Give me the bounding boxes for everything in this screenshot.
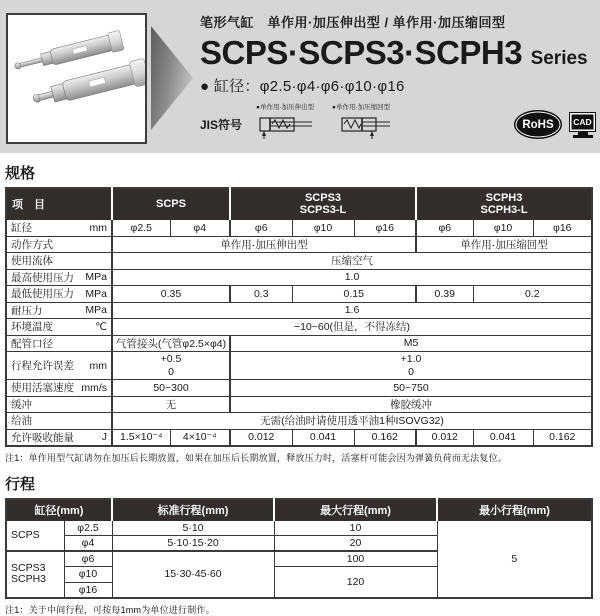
table-row bbox=[6, 302, 592, 319]
std-stroke-cell: 5·10·15·20 bbox=[112, 536, 274, 552]
series-label bbox=[6, 551, 64, 598]
bore-cell: φ6 bbox=[64, 551, 112, 567]
spec-cell: 4×10⁻⁴ bbox=[170, 429, 230, 446]
spec-cell: 50~300 bbox=[112, 380, 230, 397]
spec-cell: φ10 bbox=[473, 220, 533, 237]
stroke-header-max: 最大行程(mm) bbox=[274, 499, 437, 521]
series-line2: SCPH3 bbox=[11, 573, 47, 586]
table-row bbox=[6, 429, 592, 446]
right-arrow-decoration bbox=[151, 26, 193, 130]
spec-cell: 无需(给油时请使用透平油1种ISOVG32) bbox=[112, 413, 592, 430]
max-stroke-cell: 10 bbox=[274, 520, 437, 536]
spec-cell: φ10 bbox=[292, 220, 354, 237]
table-row bbox=[6, 396, 592, 413]
spec-cell: 0.012 bbox=[416, 429, 473, 446]
table-row bbox=[6, 269, 592, 286]
spec-cell: 无 bbox=[112, 396, 230, 413]
row-label: 允许吸收能量 J bbox=[6, 429, 112, 446]
rohs-badge: RoHS bbox=[514, 110, 562, 139]
row-label: 缓冲 bbox=[6, 396, 112, 413]
row-label: 动作方式 bbox=[6, 236, 112, 253]
cad-monitor-base bbox=[573, 135, 593, 138]
stroke-header-std: 标准行程(mm) bbox=[112, 499, 274, 521]
row-label: 行程允许误差 mm bbox=[6, 352, 112, 380]
spec-section-title: 规格 bbox=[5, 165, 36, 182]
group-label bbox=[233, 192, 413, 217]
row-label: 最低使用压力 MPa bbox=[6, 286, 112, 303]
max-stroke-cell: 100 bbox=[274, 551, 437, 567]
jis-symbol-pull-label: ●单作用·加压缩回型 bbox=[332, 104, 391, 111]
row-label: 给油 bbox=[6, 413, 112, 430]
spec-cell: 气管接头(气管φ2.5×φ4) bbox=[112, 335, 230, 352]
jis-pull-schematic-icon bbox=[332, 112, 394, 142]
group-line2: SCPH3-L bbox=[480, 204, 528, 216]
spec-cell: 1.6 bbox=[112, 302, 592, 319]
spec-cell: 0.3 bbox=[230, 286, 292, 303]
spec-note: 注1：单作用型气缸请勿在加压后长期放置，如果在加压后长期放置，释放压力时，活塞杆可能会因为弹簧负荷而无法复位。 bbox=[5, 452, 508, 463]
stroke-note: 注1：关于中间行程，可按每1mm为单位进行制作。 bbox=[5, 604, 215, 615]
group-line2: SCPS3-L bbox=[299, 204, 347, 216]
jis-symbol-push bbox=[256, 104, 318, 147]
table-row bbox=[6, 413, 592, 430]
spec-group-scps3 bbox=[230, 188, 416, 220]
spec-cell: 0.15 bbox=[292, 286, 416, 303]
spec-cell: 压缩空气 bbox=[112, 253, 592, 270]
table-row bbox=[6, 520, 592, 536]
row-label: 使用活塞速度 mm/s bbox=[6, 380, 112, 397]
row-label: 最高使用压力 MPa bbox=[6, 269, 112, 286]
min-stroke-cell: 5 bbox=[437, 520, 592, 598]
bore-cell: φ4 bbox=[64, 536, 112, 552]
row-label: 配管口径 bbox=[6, 335, 112, 352]
spec-cell: 橡胶缓冲 bbox=[230, 396, 592, 413]
max-stroke-cell: 20 bbox=[274, 536, 437, 552]
stroke-header-bore: 缸径(mm) bbox=[6, 499, 112, 521]
jis-label: JIS符号 bbox=[200, 118, 243, 132]
spec-cell: 0.39 bbox=[416, 286, 473, 303]
spec-group-scps bbox=[112, 188, 230, 220]
spec-cell: φ6 bbox=[416, 220, 473, 237]
spec-cell: −10~60(但是，不得冻结) bbox=[112, 319, 592, 336]
stroke-header-min: 最小行程(mm) bbox=[437, 499, 592, 521]
spec-cell: 0.041 bbox=[473, 429, 533, 446]
spec-cell: M5 bbox=[230, 335, 592, 352]
cad-badge bbox=[569, 112, 596, 138]
series-title-suffix: Series bbox=[530, 48, 588, 69]
row-label: 耐压力 MPa bbox=[6, 302, 112, 319]
jis-symbol-pull bbox=[332, 104, 394, 147]
bore-size-line: ● 缸径：φ2.5·φ4·φ6·φ10·φ16 bbox=[200, 78, 405, 95]
table-row bbox=[6, 380, 592, 397]
table-row bbox=[6, 352, 592, 380]
spec-cell: 50~750 bbox=[230, 380, 592, 397]
spec-cell: φ16 bbox=[533, 220, 592, 237]
max-stroke-cell: 120 bbox=[274, 567, 437, 598]
product-subtitle: 笔形气缸 单作用·加压伸出型 / 单作用·加压缩回型 bbox=[200, 15, 506, 30]
spec-cell: φ4 bbox=[170, 220, 230, 237]
spec-cell: 单作用·加压伸出型 bbox=[112, 236, 416, 253]
spec-cell: 0.012 bbox=[230, 429, 292, 446]
row-label: 缸径 mm bbox=[6, 220, 112, 237]
std-stroke-cell: 15·30·45·60 bbox=[112, 551, 274, 598]
series-line1: SCPS3 bbox=[11, 562, 46, 575]
spec-header-row bbox=[6, 188, 592, 220]
pen-cylinder-illustration bbox=[8, 15, 145, 142]
cad-monitor-icon: CAD bbox=[569, 112, 596, 132]
row-label: 环境温度 ℃ bbox=[6, 319, 112, 336]
header-band bbox=[0, 0, 600, 153]
stroke-table bbox=[5, 498, 593, 599]
spec-group-scph3 bbox=[416, 188, 592, 220]
std-stroke-cell: 5·10 bbox=[112, 520, 274, 536]
table-row bbox=[6, 236, 592, 253]
spec-cell: +1.0 0 bbox=[230, 352, 592, 380]
stroke-header-row bbox=[6, 499, 592, 521]
spec-cell: φ6 bbox=[230, 220, 292, 237]
spec-cell: 0.35 bbox=[112, 286, 230, 303]
spec-cell: 0.2 bbox=[473, 286, 592, 303]
spec-cell: 1.0 bbox=[112, 269, 592, 286]
series-title-main: SCPS·SCPS3·SCPH3 bbox=[200, 34, 523, 71]
spec-cell: φ16 bbox=[354, 220, 416, 237]
series-label: SCPS bbox=[6, 520, 64, 551]
spec-cell: 0.041 bbox=[292, 429, 354, 446]
jis-push-schematic-icon bbox=[256, 112, 318, 142]
bore-cell: φ16 bbox=[64, 582, 112, 598]
table-row bbox=[6, 319, 592, 336]
table-row bbox=[6, 220, 592, 237]
bore-cell: φ10 bbox=[64, 567, 112, 583]
spec-cell: 0.162 bbox=[533, 429, 592, 446]
group-label bbox=[419, 192, 589, 217]
table-row bbox=[6, 253, 592, 270]
group-line1: SCPH3 bbox=[485, 191, 523, 204]
spec-cell: 单作用·加压缩回型 bbox=[416, 236, 592, 253]
row-label: 使用流体 bbox=[6, 253, 112, 270]
spec-cell: +0.5 0 bbox=[112, 352, 230, 380]
spec-table bbox=[5, 187, 593, 447]
series-title bbox=[200, 34, 596, 72]
group-label: SCPS bbox=[156, 198, 186, 210]
stroke-section-title: 行程 bbox=[5, 475, 36, 493]
bore-cell: φ2.5 bbox=[64, 520, 112, 536]
spec-item-header: 项 目 bbox=[6, 188, 112, 220]
jis-symbol-push-label: ●单作用·加压伸出型 bbox=[256, 104, 315, 111]
product-photo bbox=[6, 13, 147, 144]
group-line1: SCPS3 bbox=[304, 191, 342, 204]
table-row bbox=[6, 335, 592, 352]
spec-cell: 0.162 bbox=[354, 429, 416, 446]
table-row bbox=[6, 286, 592, 303]
spec-cell: φ2.5 bbox=[112, 220, 170, 237]
certification-badges bbox=[514, 110, 596, 139]
spec-cell: 1.5×10⁻⁴ bbox=[112, 429, 170, 446]
